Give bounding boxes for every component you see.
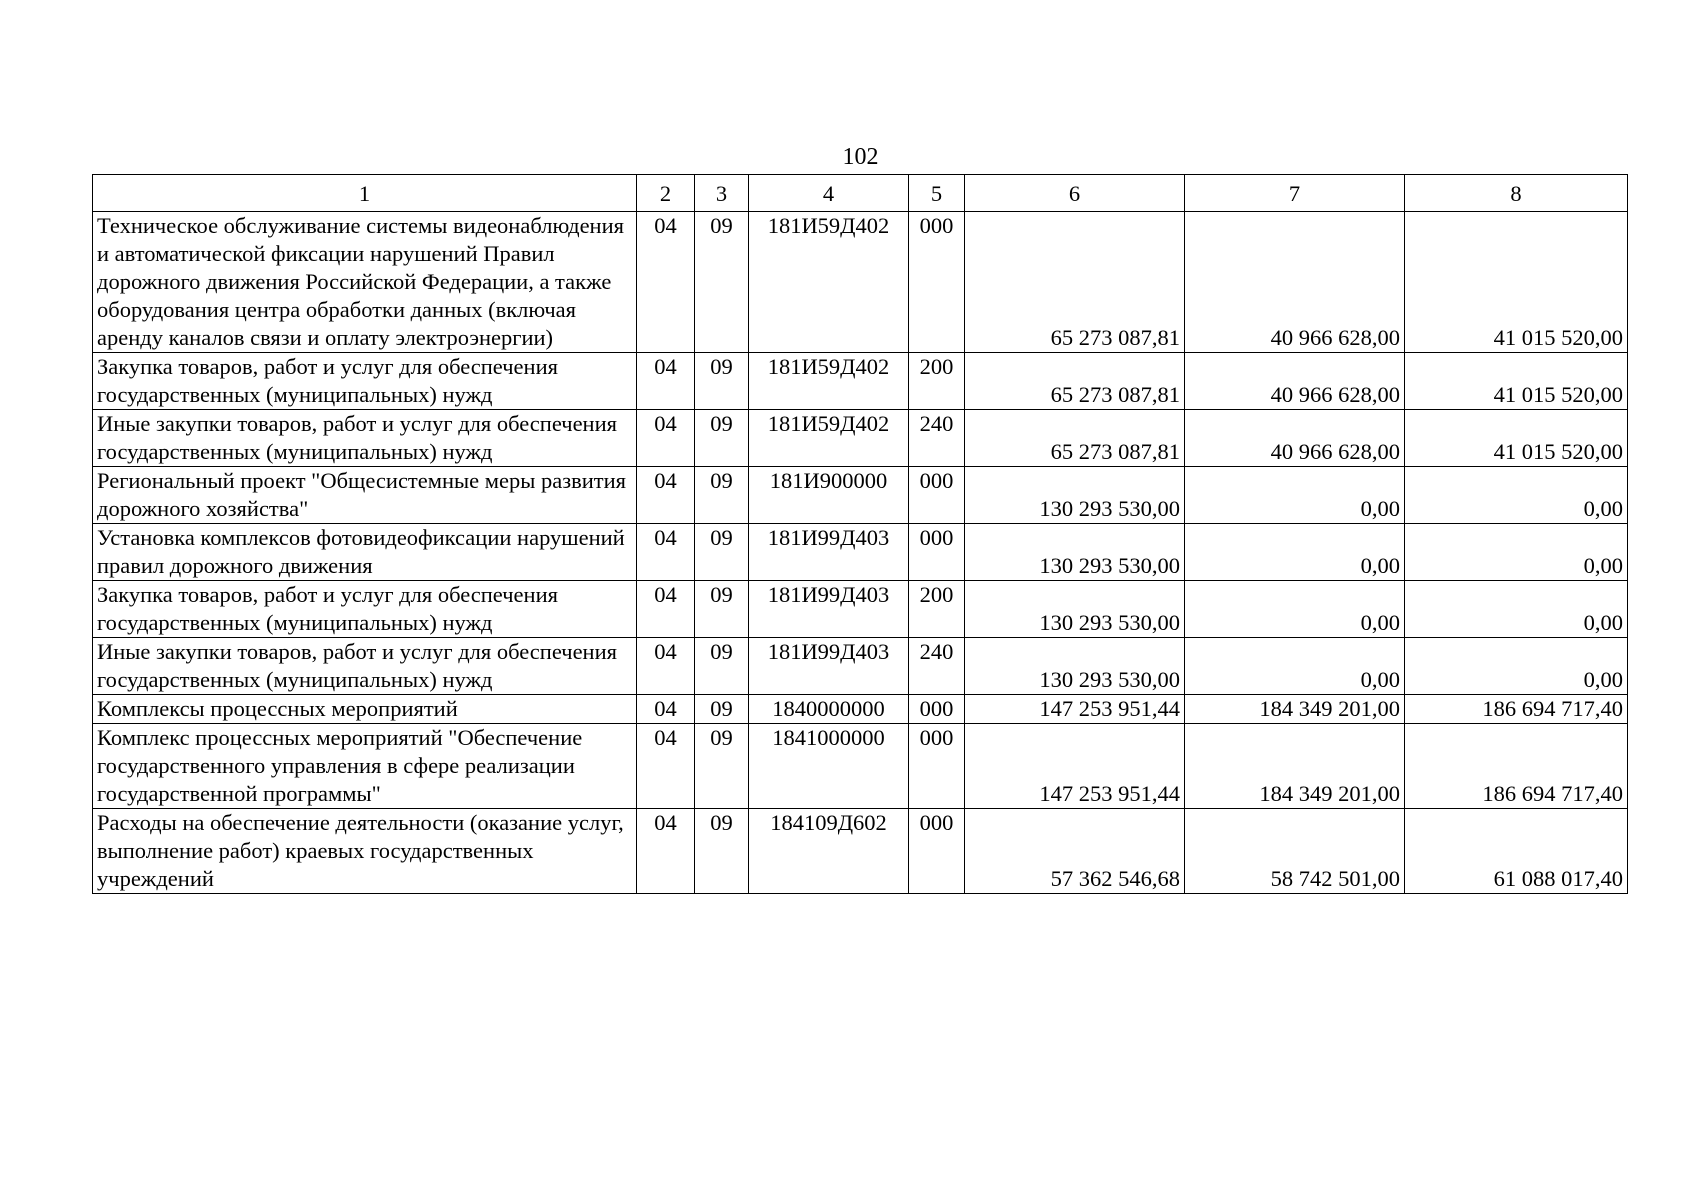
section-code: 04: [637, 410, 695, 467]
column-header-8: 8: [1405, 175, 1628, 212]
section-code: 04: [637, 695, 695, 724]
expense-type-code: 000: [909, 724, 965, 809]
section-code: 04: [637, 724, 695, 809]
target-article-code: 181И99Д403: [749, 524, 909, 581]
table-row: [93, 809, 1628, 894]
budget-table: [92, 174, 1628, 894]
subsection-code: 09: [695, 212, 749, 353]
row-name: Иные закупки товаров, работ и услуг для обеспечения государственных (муниципальных) нужд: [93, 410, 637, 467]
amount-col-8: 41 015 520,00: [1405, 410, 1628, 467]
table-row: [93, 638, 1628, 695]
row-name: Иные закупки товаров, работ и услуг для обеспечения государственных (муниципальных) нужд: [93, 638, 637, 695]
amount-col-7: 40 966 628,00: [1185, 410, 1405, 467]
target-article-code: 181И59Д402: [749, 410, 909, 467]
target-article-code: 181И99Д403: [749, 638, 909, 695]
target-article-code: 1841000000: [749, 724, 909, 809]
page-number: 102: [842, 144, 879, 170]
subsection-code: 09: [695, 809, 749, 894]
row-name: Расходы на обеспечение деятельности (оказание услуг, выполнение работ) краевых государственных учреждений: [93, 809, 637, 894]
section-code: 04: [637, 524, 695, 581]
amount-col-6: 130 293 530,00: [965, 467, 1185, 524]
expense-type-code: 240: [909, 410, 965, 467]
subsection-code: 09: [695, 353, 749, 410]
amount-col-6: 130 293 530,00: [965, 581, 1185, 638]
column-header-3: 3: [695, 175, 749, 212]
expense-type-code: 000: [909, 212, 965, 353]
section-code: 04: [637, 212, 695, 353]
amount-col-7: 40 966 628,00: [1185, 353, 1405, 410]
amount-col-8: 0,00: [1405, 581, 1628, 638]
target-article-code: 181И59Д402: [749, 212, 909, 353]
table-row: [93, 212, 1628, 353]
amount-col-7: 40 966 628,00: [1185, 212, 1405, 353]
amount-col-7: 184 349 201,00: [1185, 695, 1405, 724]
amount-col-6: 65 273 087,81: [965, 410, 1185, 467]
amount-col-7: 0,00: [1185, 581, 1405, 638]
column-header-4: 4: [749, 175, 909, 212]
table-header-row: [93, 175, 1628, 212]
amount-col-6: 130 293 530,00: [965, 524, 1185, 581]
subsection-code: 09: [695, 410, 749, 467]
section-code: 04: [637, 638, 695, 695]
amount-col-7: 0,00: [1185, 524, 1405, 581]
row-name: Комплексы процессных мероприятий: [93, 695, 637, 724]
column-header-1: 1: [93, 175, 637, 212]
amount-col-6: 147 253 951,44: [965, 724, 1185, 809]
section-code: 04: [637, 809, 695, 894]
amount-col-6: 130 293 530,00: [965, 638, 1185, 695]
expense-type-code: 000: [909, 467, 965, 524]
column-header-6: 6: [965, 175, 1185, 212]
amount-col-8: 61 088 017,40: [1405, 809, 1628, 894]
table-row: [93, 467, 1628, 524]
row-name: Закупка товаров, работ и услуг для обеспечения государственных (муниципальных) нужд: [93, 581, 637, 638]
subsection-code: 09: [695, 638, 749, 695]
column-header-2: 2: [637, 175, 695, 212]
table-row: [93, 581, 1628, 638]
amount-col-7: 58 742 501,00: [1185, 809, 1405, 894]
table-row: [93, 695, 1628, 724]
column-header-5: 5: [909, 175, 965, 212]
target-article-code: 1840000000: [749, 695, 909, 724]
expense-type-code: 200: [909, 581, 965, 638]
expense-type-code: 000: [909, 695, 965, 724]
amount-col-8: 41 015 520,00: [1405, 212, 1628, 353]
amount-col-8: 41 015 520,00: [1405, 353, 1628, 410]
amount-col-8: 186 694 717,40: [1405, 724, 1628, 809]
amount-col-7: 0,00: [1185, 467, 1405, 524]
expense-type-code: 200: [909, 353, 965, 410]
expense-type-code: 240: [909, 638, 965, 695]
amount-col-8: 186 694 717,40: [1405, 695, 1628, 724]
row-name: Техническое обслуживание системы видеонаблюдения и автоматической фиксации нарушений Правил дорожного движения Российской Федерации, а также оборудования центра обработки данных (включая аренду каналов связи и оплату электроэнергии): [93, 212, 637, 353]
amount-col-6: 147 253 951,44: [965, 695, 1185, 724]
amount-col-6: 65 273 087,81: [965, 212, 1185, 353]
expense-type-code: 000: [909, 524, 965, 581]
table-row: [93, 410, 1628, 467]
amount-col-8: 0,00: [1405, 524, 1628, 581]
row-name: Установка комплексов фотовидеофиксации нарушений правил дорожного движения: [93, 524, 637, 581]
section-code: 04: [637, 581, 695, 638]
row-name: Региональный проект "Общесистемные меры развития дорожного хозяйства": [93, 467, 637, 524]
table-row: [93, 724, 1628, 809]
subsection-code: 09: [695, 695, 749, 724]
column-header-7: 7: [1185, 175, 1405, 212]
subsection-code: 09: [695, 524, 749, 581]
amount-col-7: 184 349 201,00: [1185, 724, 1405, 809]
row-name: Комплекс процессных мероприятий "Обеспечение государственного управления в сфере реализации государственной программы": [93, 724, 637, 809]
subsection-code: 09: [695, 581, 749, 638]
subsection-code: 09: [695, 724, 749, 809]
expense-type-code: 000: [909, 809, 965, 894]
target-article-code: 181И900000: [749, 467, 909, 524]
section-code: 04: [637, 467, 695, 524]
amount-col-6: 57 362 546,68: [965, 809, 1185, 894]
row-name: Закупка товаров, работ и услуг для обеспечения государственных (муниципальных) нужд: [93, 353, 637, 410]
amount-col-6: 65 273 087,81: [965, 353, 1185, 410]
target-article-code: 184109Д602: [749, 809, 909, 894]
target-article-code: 181И59Д402: [749, 353, 909, 410]
section-code: 04: [637, 353, 695, 410]
amount-col-7: 0,00: [1185, 638, 1405, 695]
table-row: [93, 353, 1628, 410]
target-article-code: 181И99Д403: [749, 581, 909, 638]
amount-col-8: 0,00: [1405, 638, 1628, 695]
table-row: [93, 524, 1628, 581]
subsection-code: 09: [695, 467, 749, 524]
amount-col-8: 0,00: [1405, 467, 1628, 524]
